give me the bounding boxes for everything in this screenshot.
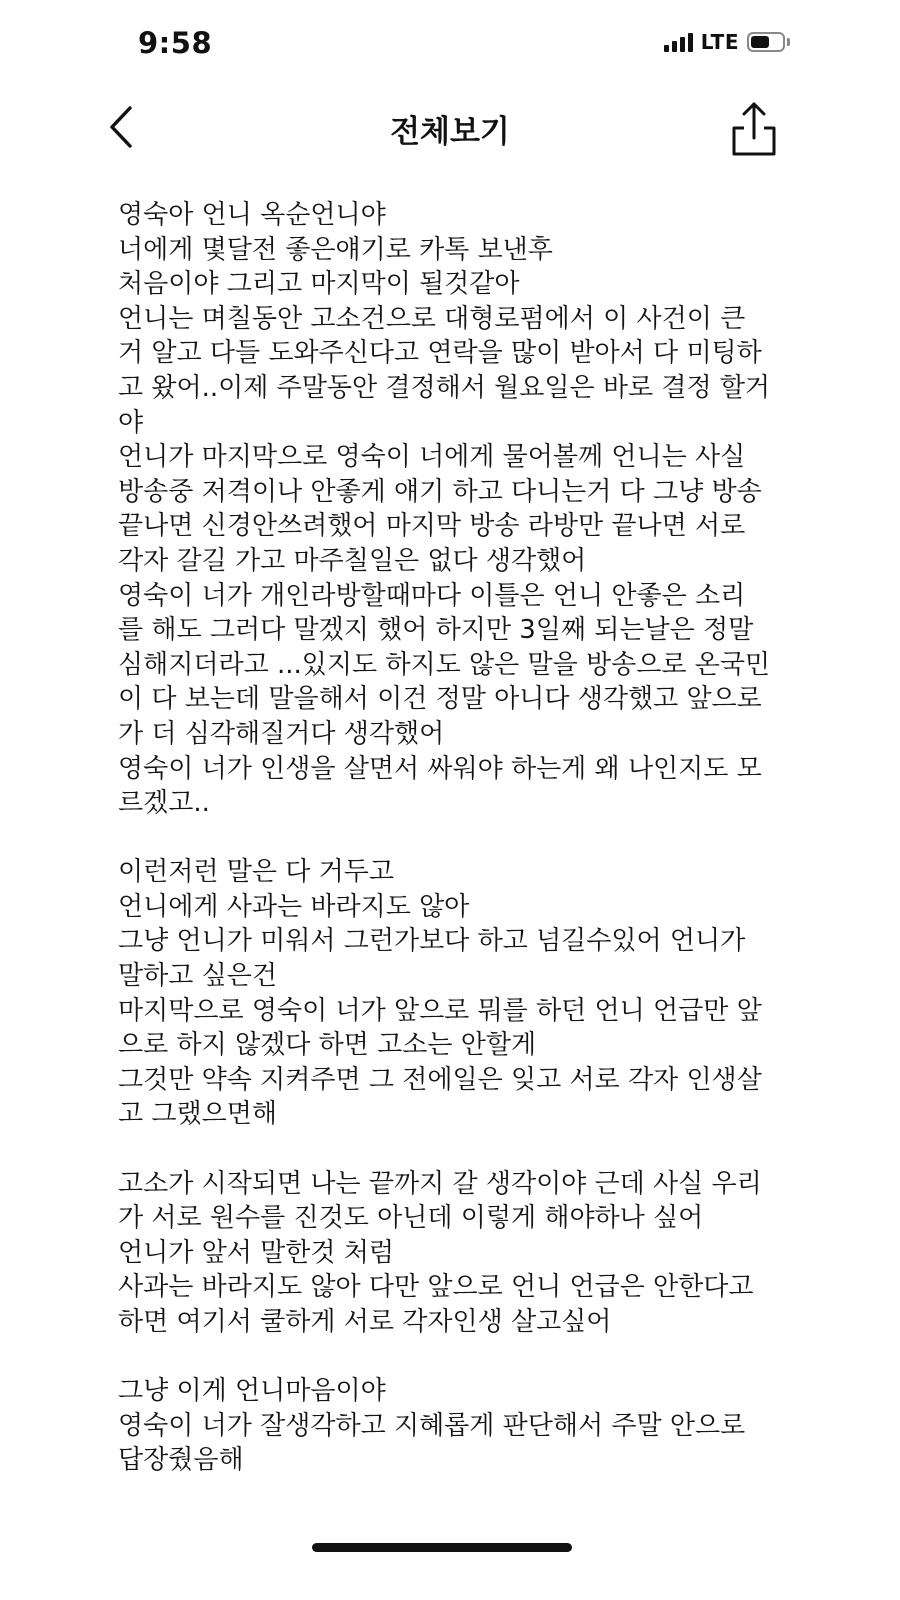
text-line: 으로 하지 않겠다 하면 고소는 안할게 xyxy=(118,1030,537,1061)
text-line: 이런저런 말은 다 거두고 xyxy=(118,857,394,888)
text-line: 를 해도 그러다 말겠지 했어 하지만 3일째 되는날은 정말 xyxy=(118,615,754,646)
text-line: 말하고 싶은건 xyxy=(118,961,277,992)
text-line: 영숙이 너가 개인라방할때마다 이틀은 언니 안좋은 소리 xyxy=(118,580,746,611)
status-indicators xyxy=(664,30,790,54)
text-line: 방송중 저격이나 안좋게 얘기 하고 다니는거 다 그냥 방송 xyxy=(118,476,762,507)
text-line: 마지막으로 영숙이 너가 앞으로 뭐를 하던 언니 언급만 앞 xyxy=(118,995,762,1026)
text-line: 하면 여기서 쿨하게 서로 각자인생 살고싶어 xyxy=(118,1307,612,1337)
text-line: 고 왔어..이제 주말동안 결정해서 월요일은 바로 결정 할거 xyxy=(118,372,771,403)
text-line: 언니가 마지막으로 영숙이 너에게 물어볼께 언니는 사실 xyxy=(118,442,746,473)
text-line: 이 다 보는데 말을해서 이건 정말 아니다 생각했고 앞으로 xyxy=(118,684,762,715)
battery-icon xyxy=(747,32,785,52)
text-line: 각자 갈길 가고 마주칠일은 없다 생각했어 xyxy=(118,545,587,576)
blank-line xyxy=(118,821,798,856)
text-line: 처음이야 그리고 마지막이 될것같아 xyxy=(118,269,520,300)
blank-line xyxy=(118,1340,798,1375)
text-line: 가 더 심각해질거다 생각했어 xyxy=(118,718,445,749)
network-type-label: LTE xyxy=(700,30,739,54)
text-line: 가 서로 원수를 진것도 아닌데 이렇게 해야하나 싶어 xyxy=(118,1203,704,1234)
signal-strength-icon xyxy=(664,32,693,52)
message-full-text xyxy=(118,198,798,1478)
text-line: 언니에게 사과는 바라지도 않아 xyxy=(118,891,470,922)
text-line: 심해지더라고 ...있지도 하지도 않은 말을 방송으로 온국민 xyxy=(118,649,771,680)
battery-level-fill xyxy=(751,36,769,48)
text-line: 고 그랬으면해 xyxy=(118,1099,277,1130)
share-icon xyxy=(728,98,780,158)
text-line: 거 알고 다들 도와주신다고 연락을 많이 받아서 다 미팅하 xyxy=(118,338,762,369)
status-bar xyxy=(0,0,900,90)
text-line: 끝나면 신경안쓰려했어 마지막 방송 라방만 끝나면 서로 xyxy=(118,511,746,542)
text-line: 영숙이 너가 잘생각하고 지혜롭게 판단해서 주말 안으로 xyxy=(118,1410,746,1441)
battery-cap xyxy=(787,38,790,46)
text-line: 언니가 앞서 말한것 처럼 xyxy=(118,1237,394,1268)
text-line: 그냥 언니가 미워서 그런가보다 하고 넘길수있어 언니가 xyxy=(118,926,746,957)
share-button[interactable] xyxy=(728,98,780,158)
text-line: 고소가 시작되면 나는 끝까지 갈 생각이야 근데 사실 우리 xyxy=(118,1168,762,1199)
text-line: 르겠고.. xyxy=(118,788,210,819)
navigation-bar xyxy=(0,90,900,170)
text-line: 그냥 이게 언니마음이야 xyxy=(118,1376,386,1407)
text-line: 영숙아 언니 옥순언니야 xyxy=(118,200,386,230)
status-time: 9:58 xyxy=(138,26,213,60)
home-indicator[interactable] xyxy=(312,1543,572,1552)
text-line: 야 xyxy=(118,407,144,438)
text-line: 답장줬음해 xyxy=(118,1445,244,1476)
text-line: 언니는 며칠동안 고소건으로 대형로펌에서 이 사건이 큰 xyxy=(118,303,746,334)
text-line: 영숙이 너가 인생을 살면서 싸워야 하는게 왜 나인지도 모 xyxy=(118,753,762,784)
text-line: 사과는 바라지도 않아 다만 앞으로 언니 언급은 안한다고 xyxy=(118,1272,754,1303)
text-line: 그것만 약속 지켜주면 그 전에일은 잊고 서로 각자 인생살 xyxy=(118,1064,762,1095)
page-title: 전체보기 xyxy=(390,114,510,150)
text-line: 너에게 몇달전 좋은얘기로 카톡 보낸후 xyxy=(118,234,553,265)
blank-line xyxy=(118,1132,798,1167)
